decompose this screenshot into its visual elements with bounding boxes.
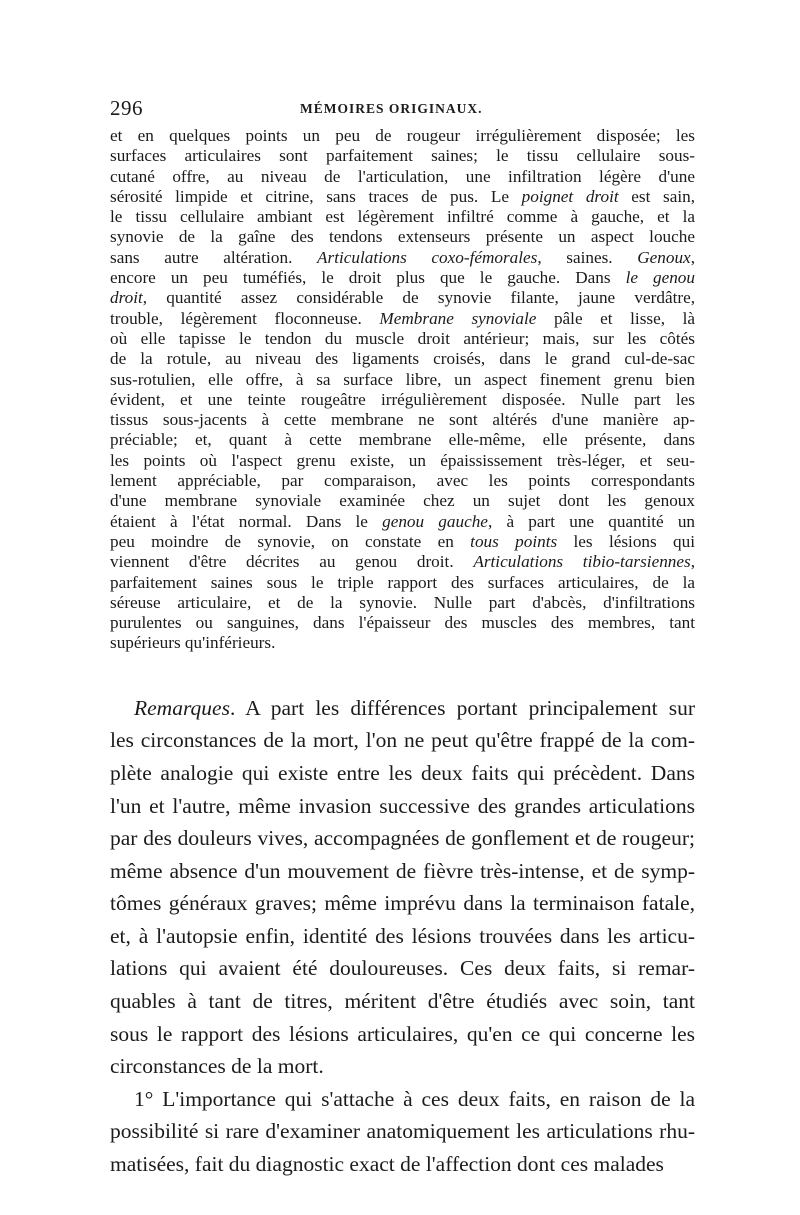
remarks-line: les circonstances de la mort, l'on ne peut qu'être frappé de la com- — [110, 728, 695, 753]
observation-line: de la rotule, au niveau des ligaments croisés, dans le grand cul-de-sac — [110, 349, 695, 369]
remarks-line: Remarques. A part les différences portant principalement sur — [134, 695, 695, 720]
page-number: 296 — [110, 96, 143, 120]
observation-line: les points où l'aspect grenu existe, un épaississement très-léger, et seu- — [110, 450, 695, 470]
remarks-line: par des douleurs vives, accompagnées de gonflement et de rougeur; — [110, 826, 695, 851]
observation-line: purulentes ou sanguines, dans l'épaisseur des muscles des membres, tant — [110, 613, 695, 633]
observation-line: encore un peu tuméfiés, le droit plus que le gauche. Dans le genou — [110, 268, 695, 288]
running-head — [110, 96, 695, 126]
remarks-line: quables à tant de titres, méritent d'être étudiés avec soin, tant — [110, 989, 695, 1014]
running-title: MÉMOIRES ORIGINAUX. — [300, 101, 483, 116]
observation-line: parfaitement saines sous le triple rapport des surfaces articulaires, de la — [110, 572, 695, 592]
remarks-line: tômes généraux graves; même imprévu dans la terminaison fatale, — [110, 891, 695, 916]
observation-line: sérosité limpide et citrine, sans traces de pus. Le poignet droit est sain, — [110, 186, 695, 206]
observation-line: surfaces articulaires sont parfaitement saines; le tissu cellulaire sous- — [110, 146, 695, 166]
observation-line: peu moindre de synovie, on constate en tous points les lésions qui — [110, 531, 695, 551]
observation-line: cutané offre, au niveau de l'articulation, une infiltration légère d'une — [110, 166, 695, 186]
observation-line: le tissu cellulaire ambiant est légèrement infiltré comme à gauche, et la — [110, 207, 695, 227]
observation-line: étaient à l'état normal. Dans le genou gauche, à part une quantité un — [110, 511, 695, 531]
observation-line: sus-rotulien, elle offre, à sa surface libre, un aspect finement grenu bien — [110, 369, 695, 389]
observation-line: évident, et une teinte rougeâtre irrégulièrement disposée. Nulle part les — [110, 389, 695, 409]
observation-line: synovie de la gaîne des tendons extenseurs présente un aspect louche — [110, 227, 695, 247]
book-page — [110, 96, 695, 1181]
remarks-line: circonstances de la mort. — [110, 1054, 324, 1079]
remarks-line: possibilité si rare d'examiner anatomiquement les articulations rhu- — [110, 1119, 695, 1144]
observation-line: d'une membrane synoviale examinée chez un sujet dont les genoux — [110, 491, 695, 511]
remarks-line: lations qui avaient été douloureuses. Ces deux faits, si remar- — [110, 956, 695, 981]
remarks-section — [110, 692, 695, 1181]
observation-paragraph — [110, 126, 695, 654]
observation-line: séreuse articulaire, et de la synovie. Nulle part d'abcès, d'infiltrations — [110, 592, 695, 612]
observation-line: préciable; et, quant à cette membrane elle-même, elle présente, dans — [110, 430, 695, 450]
observation-line: viennent d'être décrites au genou droit. Articulations tibio-tarsiennes, — [110, 552, 695, 572]
observation-line: droit, quantité assez considérable de synovie filante, jaune verdâtre, — [110, 288, 695, 308]
observation-line: et en quelques points un peu de rougeur irrégulièrement disposée; les — [110, 126, 695, 145]
observation-line: tissus sous-jacents à cette membrane ne sont altérés d'une manière ap- — [110, 410, 695, 430]
remarks-line: plète analogie qui existe entre les deux faits qui précèdent. Dans — [110, 760, 695, 785]
observation-line: lement appréciable, par comparaison, avec les points correspondants — [110, 471, 695, 491]
observation-line: supérieurs qu'inférieurs. — [110, 633, 276, 653]
remarks-line: sous le rapport des lésions articulaires, qu'en ce qui concerne les — [110, 1021, 695, 1046]
remarks-line: 1° L'importance qui s'attache à ces deux faits, en raison de la — [134, 1086, 695, 1111]
remarks-line: matisées, fait du diagnostic exact de l'affection dont ces malades — [110, 1152, 664, 1177]
observation-line: trouble, légèrement floconneuse. Membrane synoviale pâle et lisse, là — [110, 308, 695, 328]
remarks-line: même absence d'un mouvement de fièvre très-intense, et de symp- — [110, 858, 695, 883]
observation-line: sans autre altération. Articulations coxo-fémorales, saines. Genoux, — [110, 247, 695, 267]
remarks-line: l'un et l'autre, même invasion successive des grandes articulations — [110, 793, 695, 818]
observation-line: où elle tapisse le tendon du muscle droit antérieur; mais, sur les côtés — [110, 328, 695, 348]
remarks-line: et, à l'autopsie enfin, identité des lésions trouvées dans les articu- — [110, 923, 695, 948]
